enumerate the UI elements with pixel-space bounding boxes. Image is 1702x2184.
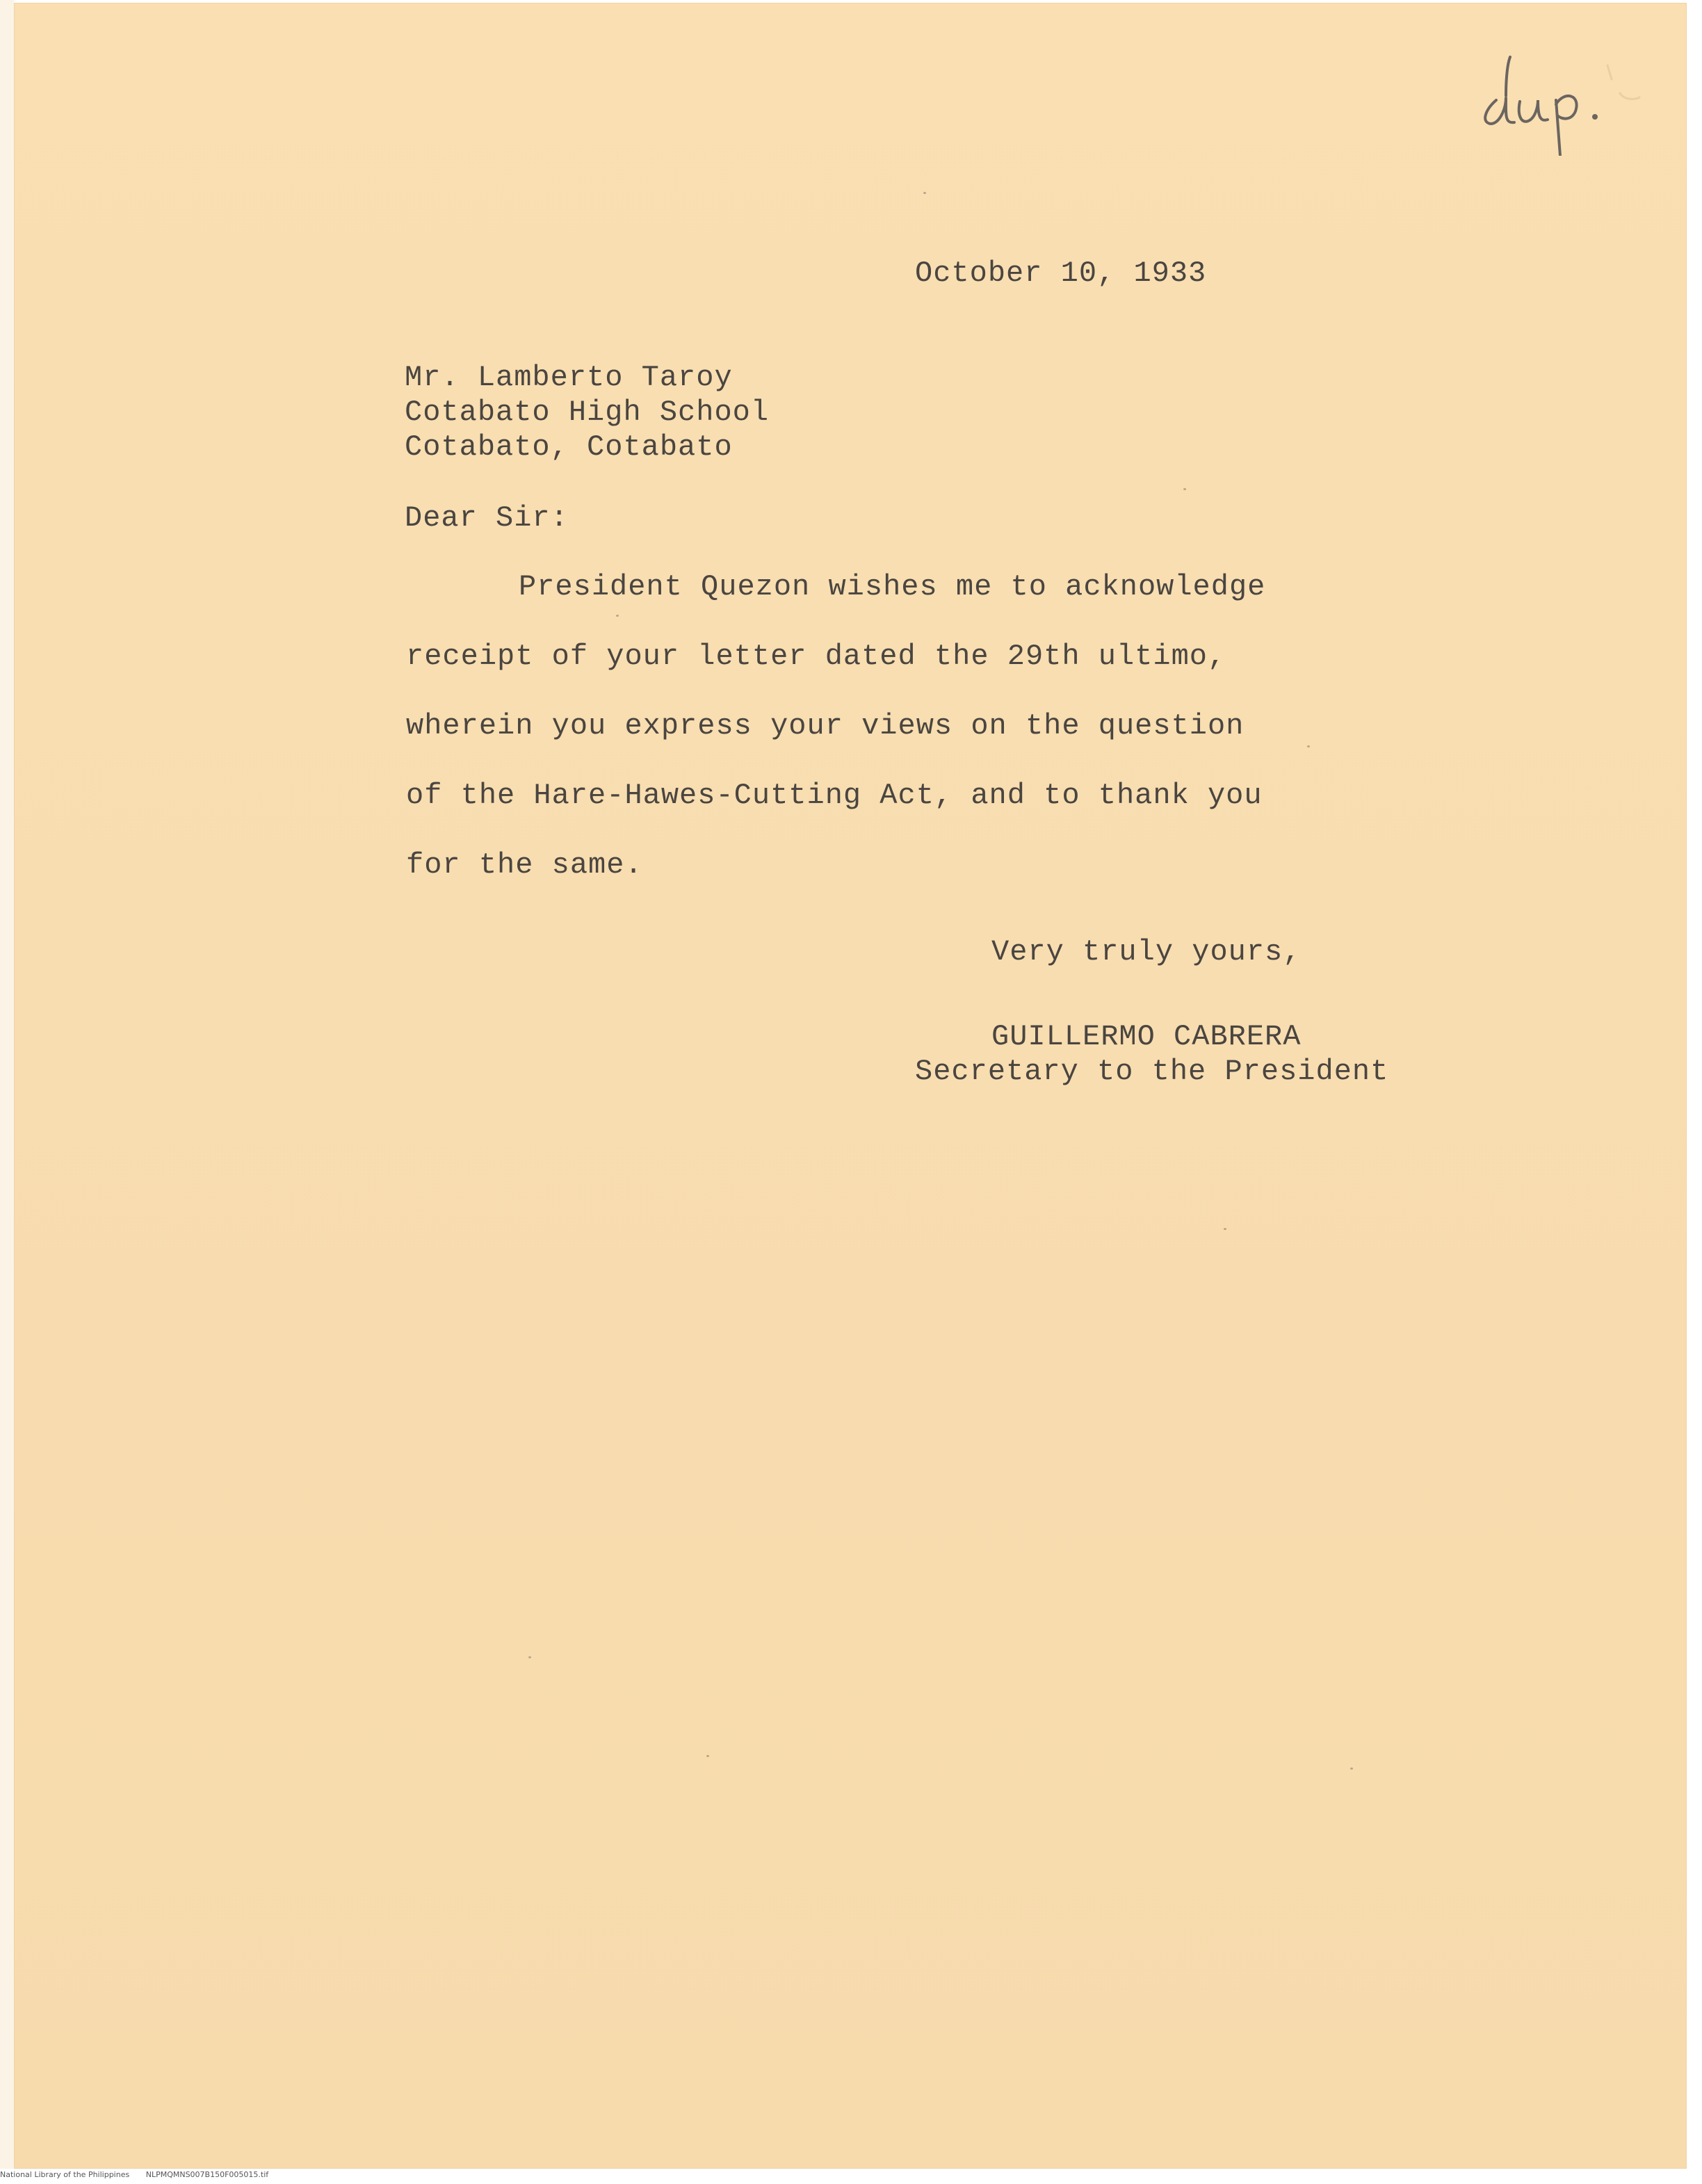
- signer-name: GUILLERMO CABRERA: [991, 1020, 1302, 1053]
- paper-speck: [1183, 488, 1186, 490]
- body-line: for the same.: [406, 848, 643, 882]
- recipient-name: Mr. Lamberto Taroy: [405, 361, 733, 394]
- paper-speck: [1350, 1768, 1353, 1770]
- scan-footer: [0, 2170, 282, 2179]
- body-line: receipt of your letter dated the 29th ultimo,: [406, 640, 1226, 673]
- body-line: of the Hare-Hawes-Cutting Act, and to thank you: [406, 779, 1263, 812]
- annotation-handwriting: [1475, 51, 1656, 156]
- paper-speck: [1224, 1228, 1226, 1230]
- footer-filename: NLPMQMNS007B150F005015.tif: [145, 2170, 269, 2179]
- recipient-city: Cotabato, Cotabato: [405, 430, 733, 464]
- salutation: Dear Sir:: [405, 501, 569, 535]
- paper-speck: [528, 1656, 531, 1658]
- letter-date: October 10, 1933: [915, 257, 1207, 290]
- paper-speck: [923, 192, 926, 194]
- footer-institution: National Library of the Philippines: [0, 2170, 130, 2179]
- paper-speck: [616, 615, 619, 617]
- letter-page: [14, 3, 1687, 2169]
- paper-speck: [706, 1755, 709, 1757]
- body-line: President Quezon wishes me to acknowledge: [519, 570, 1266, 604]
- scan-margin-left: [0, 0, 14, 2169]
- signer-title: Secretary to the President: [915, 1055, 1389, 1088]
- recipient-school: Cotabato High School: [405, 396, 770, 429]
- body-line: wherein you express your views on the question: [406, 709, 1245, 743]
- handwritten-annotation: [1475, 51, 1656, 156]
- closing: Very truly yours,: [991, 935, 1302, 969]
- paper-speck: [1307, 745, 1310, 747]
